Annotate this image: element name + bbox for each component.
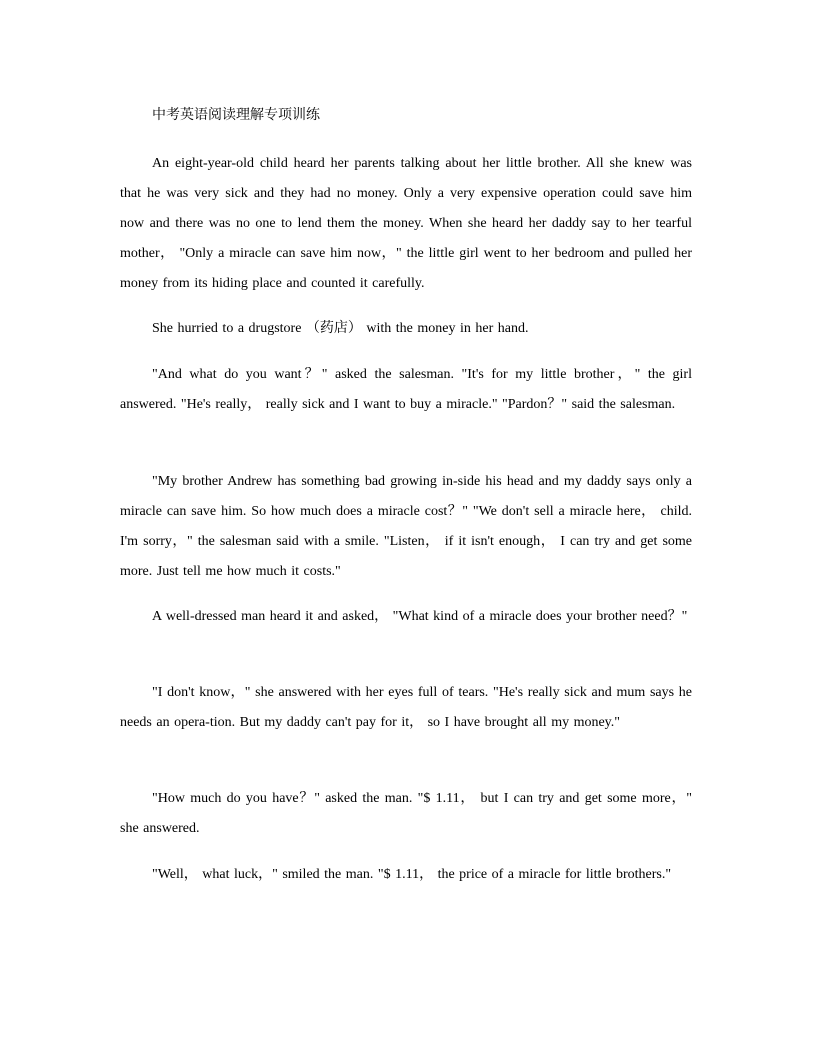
paragraph-2: She hurried to a drugstore （药店） with the money in her hand.: [152, 321, 529, 336]
paragraph-7: "How much do you have？" asked the man. "$ 1.11， but I can try and get some more，" she answered.: [120, 791, 692, 836]
paragraph-1: An eight-year-old child heard her parents talking about her little brother. All she knew was that he was very sick and they had no money. Only a very expensive operation could save him now and there was no one to lend them the money. When she heard her daddy say to her tearful mother， "Only a miracle can save him now，" the little girl went to her bedroom and pulled her money from its hiding place and counted it carefully.: [120, 156, 692, 291]
paragraph-5: A well-dressed man heard it and asked， "What kind of a miracle does your brother need？": [152, 609, 688, 624]
paragraph-8: "Well， what luck，" smiled the man. "$ 1.11， the price of a miracle for little brothers.": [152, 867, 672, 882]
document-title: 中考英语阅读理解专项训练: [152, 107, 320, 123]
paragraph-4: "My brother Andrew has something bad growing in-side his head and my daddy says only a miracle can save him. So how much does a miracle cost？" "We don't sell a miracle here， child. I'm sorry，" the salesman said with a smile. "Listen， if it isn't enough， I can try and get some more. Just tell me how much it costs.": [120, 474, 692, 579]
paragraph-3: "And what do you want？" asked the salesman. "It's for my little brother，" the girl answered. "He's really， really sick and I want to buy a miracle." "Pardon？" said the salesman.: [120, 367, 692, 412]
paragraph-6: "I don't know，" she answered with her eyes full of tears. "He's really sick and mum says he needs an opera-tion. But my daddy can't pay for it， so I have brought all my money.": [120, 685, 692, 730]
